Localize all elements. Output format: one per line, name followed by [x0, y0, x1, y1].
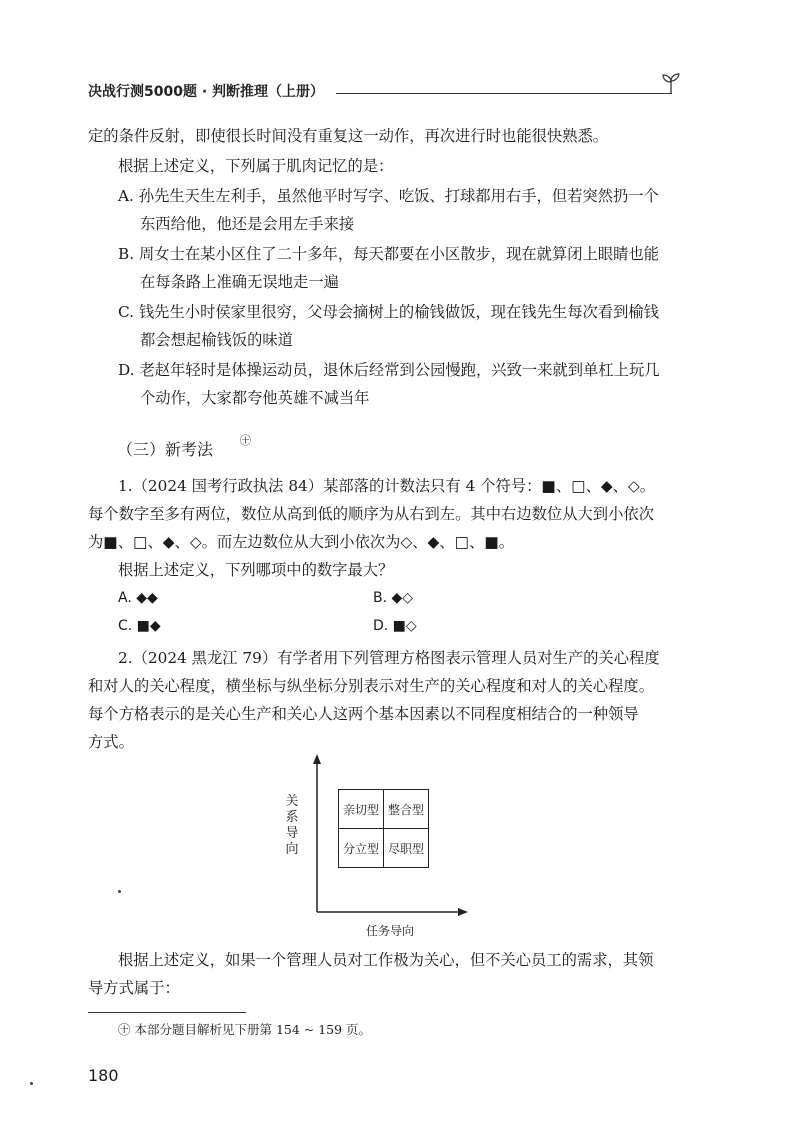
- margin-dot: [30, 1082, 33, 1085]
- grid-cell-fenli: 分立型: [338, 828, 384, 868]
- running-header: [88, 78, 688, 106]
- q1-option-c: C. ■◆: [118, 618, 161, 634]
- q1-option-a: A. ◆◆: [118, 590, 158, 606]
- managerial-grid-chart: [280, 752, 480, 942]
- option-b-line1: B. 周女士在某小区住了二十多年，每天都要在小区散步，现在就算闭上眼睛也能: [118, 245, 660, 263]
- option-c-line1: C. 钱先生小时侯家里很穷，父母会摘树上的榆钱做饭，现在钱先生每次看到榆钱: [118, 303, 659, 321]
- footnote-rule: [88, 1012, 246, 1013]
- q2-line3: 每个方格表示的是关心生产和关心人这两个基本因素以不同程度相结合的一种领导: [88, 705, 639, 723]
- q1-line3: 为■、□、◆、◇。而左边数位从大到小依次为◇、◆、□、■。: [88, 533, 515, 551]
- y-axis-arrow: [313, 754, 321, 764]
- y-axis-label: 关系导向: [285, 794, 299, 857]
- q2-line4: 方式。: [88, 733, 134, 751]
- grid-cell-qinqie: 亲切型: [338, 789, 384, 829]
- header-rule: [336, 93, 672, 94]
- q2-line1: 2.（2024 黑龙江 79）有学者用下列管理方格图表示管理人员对生产的关心程度: [118, 649, 660, 667]
- footnote: ㊉ 本部分题目解析见下册第 154 ~ 159 页。: [118, 1022, 372, 1037]
- section-title: （三）新考法: [117, 440, 214, 459]
- option-d-line1: D. 老赵年轻时是体操运动员，退休后经常到公园慢跑，兴致一来就到单杠上玩几: [118, 361, 660, 379]
- question-stem: 根据上述定义，下列属于肌肉记忆的是：: [118, 157, 394, 175]
- q2-stem-line2: 导方式属于：: [88, 979, 180, 997]
- q2-stem-line1: 根据上述定义，如果一个管理人员对工作极为关心，但不关心员工的需求，其领: [118, 951, 654, 969]
- option-a-line2: 东西给他，他还是会用左手来接: [140, 215, 355, 233]
- option-a-line1: A. 孙先生天生左利手，虽然他平时写字、吃饭、打球都用右手，但若突然扔一个: [118, 187, 659, 205]
- q2-line2: 和对人的关心程度，横坐标与纵坐标分别表示对生产的关心程度和对人的关心程度。: [88, 677, 654, 695]
- q1-line2: 每个数字至多有两位，数位从高到低的顺序为从右到左。其中右边数位从大到小依次: [88, 505, 654, 523]
- continuation-line: 定的条件反射，即使很长时间没有重复这一动作，再次进行时也能很快熟悉。: [88, 127, 609, 145]
- option-d-line2: 个动作，大家都夸他英雄不减当年: [140, 389, 370, 407]
- x-axis-label: 任务导向: [366, 924, 415, 938]
- x-axis-arrow: [458, 908, 468, 916]
- q1-option-b: B. ◆◇: [373, 590, 414, 606]
- grid-cell-jinzhi: 尽职型: [383, 828, 429, 868]
- option-b-line2: 在每条路上准确无误地走一遍: [140, 273, 339, 291]
- sprout-icon: [660, 72, 682, 96]
- q1-line1: 1.（2024 国考行政执法 84）某部落的计数法只有 4 个符号：■、□、◆、◇。: [118, 477, 656, 495]
- option-c-line2: 都会想起榆钱饭的味道: [140, 331, 293, 349]
- page-number: 180: [88, 1066, 119, 1085]
- q1-stem: 根据上述定义，下列哪项中的数字最大？: [118, 561, 394, 579]
- grid-cell-zhenghe: 整合型: [383, 789, 429, 829]
- stray-dot: [118, 890, 121, 893]
- q1-option-d: D. ■◇: [373, 618, 417, 634]
- header-title: 决战行测5000题 · 判断推理（上册）: [88, 84, 325, 100]
- footnote-mark-icon: ㊉: [240, 434, 251, 447]
